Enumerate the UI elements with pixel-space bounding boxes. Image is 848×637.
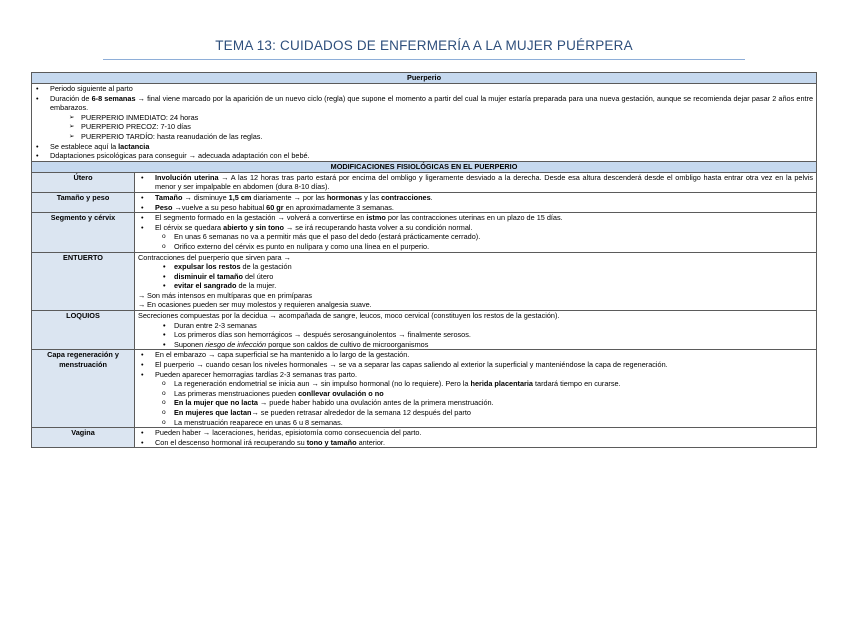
modificaciones-band: MODIFICACIONES FISIOLÓGICAS EN EL PUERPERIO [32, 161, 817, 172]
loquios-intro: Secreciones compuestas por la decidua → acompañada de sangre, leucos, moco cervical (constituyen los restos de la gestación). [138, 311, 560, 321]
list-item: ➢ PUERPERIO TARDÍO: hasta reanudación de las reglas. [35, 132, 813, 142]
list-item: • Se establece aquí la lactancia [35, 142, 813, 152]
list-item: • disminuir el tamaño del útero [138, 272, 813, 282]
list-item: o Las primeras menstruaciones pueden conllevar ovulación o no [138, 389, 813, 399]
table-row [32, 252, 817, 311]
title-divider [103, 59, 745, 60]
row-content-capa [135, 350, 817, 428]
list-item: • Los primeros días son hemorrágicos → después serosanguinolentos → finalmente serosos. [138, 330, 813, 340]
list-item: • Tamaño → disminuye 1,5 cm diariamente → por las hormonas y las contracciones. [138, 193, 813, 203]
table-row [32, 311, 817, 350]
list-item: ➢ PUERPERIO INMEDIATO: 24 horas [35, 113, 813, 123]
puerperio-table [31, 72, 817, 448]
row-label-tamano: Tamaño y peso [32, 192, 135, 212]
list-item: • expulsar los restos de la gestación [138, 262, 813, 272]
list-item: • El puerperio → cuando cesan los niveles hormonales → se va a separar las capas saliendo al exterior la superficial y manteniéndose la capa de regeneración. [138, 360, 813, 370]
row-content-tamano [135, 192, 817, 212]
row-label-capa: Capa regeneración y menstruación [32, 350, 135, 428]
row-label-loquios: LOQUIOS [32, 311, 135, 350]
list-item: o En la mujer que no lacta → puede haber habido una ovulación antes de la primera menstruación. [138, 398, 813, 408]
list-item: • El cérvix se quedara abierto y sin tono → se irá recuperando hasta volver a su condición normal. [138, 223, 813, 233]
list-item: • Duran entre 2-3 semanas [138, 321, 813, 331]
table-row [32, 213, 817, 252]
intro-cell [32, 84, 817, 162]
list-item: → En ocasiones pueden ser muy molestos y requieren analgesia suave. [138, 300, 813, 310]
entuerto-intro: Contracciones del puerperio que sirven para → [138, 252, 291, 262]
list-item: • En el embarazo → capa superficial se ha mantenido a lo largo de la gestación. [138, 350, 813, 360]
list-item: • Periodo siguiente al parto [35, 84, 813, 94]
table-row [32, 428, 817, 448]
list-item: • Pueden haber → laceraciones, heridas, episiotomía como consecuencia del parto. [138, 428, 813, 438]
list-item: o La menstruación reaparece en unas 6 u 8 semanas. [138, 418, 813, 428]
list-item: → Son más intensos en multíparas que en primíparas [138, 291, 813, 301]
list-item: • evitar el sangrado de la mujer. [138, 281, 813, 291]
row-content-loquios [135, 311, 817, 350]
row-label-utero: Útero [32, 172, 135, 192]
row-content-segmento [135, 213, 817, 252]
row-content-entuerto [135, 252, 817, 311]
list-item: o En unas 6 semanas no va a permitir más que el paso del dedo (estará prácticamente cerrado). [138, 232, 813, 242]
page-title: TEMA 13: CUIDADOS DE ENFERMERÍA A LA MUJER PUÉRPERA [215, 38, 633, 53]
row-label-vagina: Vagina [32, 428, 135, 448]
list-item: • Suponen riesgo de infección porque son caldos de cultivo de microorganismos [138, 340, 813, 350]
table-row [32, 350, 817, 428]
row-content-vagina [135, 428, 817, 448]
table-row [32, 172, 817, 192]
list-item: o La regeneración endometrial se inicia aun → sin impulso hormonal (no lo requiere). Pero la herida placentaria tardará tiempo en curarse. [138, 379, 813, 389]
list-item: • Duración de 6-8 semanas → final viene marcado por la aparición de un nuevo ciclo (regla) que supone el momento a partir del cual la mujer estaría preparada para una nueva gestación, aunque se recomienda dejar pasar 2 años entre embarazos. [35, 94, 813, 113]
list-item: • Involución uterina → A las 12 horas tras parto estará por encima del ombligo y ligeramente desviado a la derecha. Desde esa altura descenderá desde el ombligo hasta entrar otra vez en la pelvis menor y ser impalpable en abdomen (dura 8-10 días). [138, 173, 813, 192]
list-item: • Peso →vuelve a su peso habitual 60 gr en aproximadamente 3 semanas. [138, 203, 813, 213]
list-item: o Orifico externo del cérvix es punto en nulípara y como una línea en el purperio. [138, 242, 813, 252]
header-band: Puerperio [32, 73, 817, 84]
list-item: • Ddaptaciones psicológicas para conseguir → adecuada adaptación con el bebé. [35, 151, 813, 161]
list-item: o En mujeres que lactan→ se pueden retrasar alrededor de la semana 12 después del parto [138, 408, 813, 418]
table-row [32, 192, 817, 212]
list-item: • Con el descenso hormonal irá recuperando su tono y tamaño anterior. [138, 438, 813, 448]
row-content-utero [135, 172, 817, 192]
list-item: • El segmento formado en la gestación → volverá a convertirse en istmo por las contracciones uterinas en un plazo de 15 días. [138, 213, 813, 223]
list-item: ➢ PUERPERIO PRECOZ: 7-10 días [35, 122, 813, 132]
row-label-segmento: Segmento y cérvix [32, 213, 135, 252]
row-label-entuerto: ENTUERTO [32, 252, 135, 311]
list-item: • Pueden aparecer hemorragias tardías 2-3 semanas tras parto. [138, 370, 813, 380]
